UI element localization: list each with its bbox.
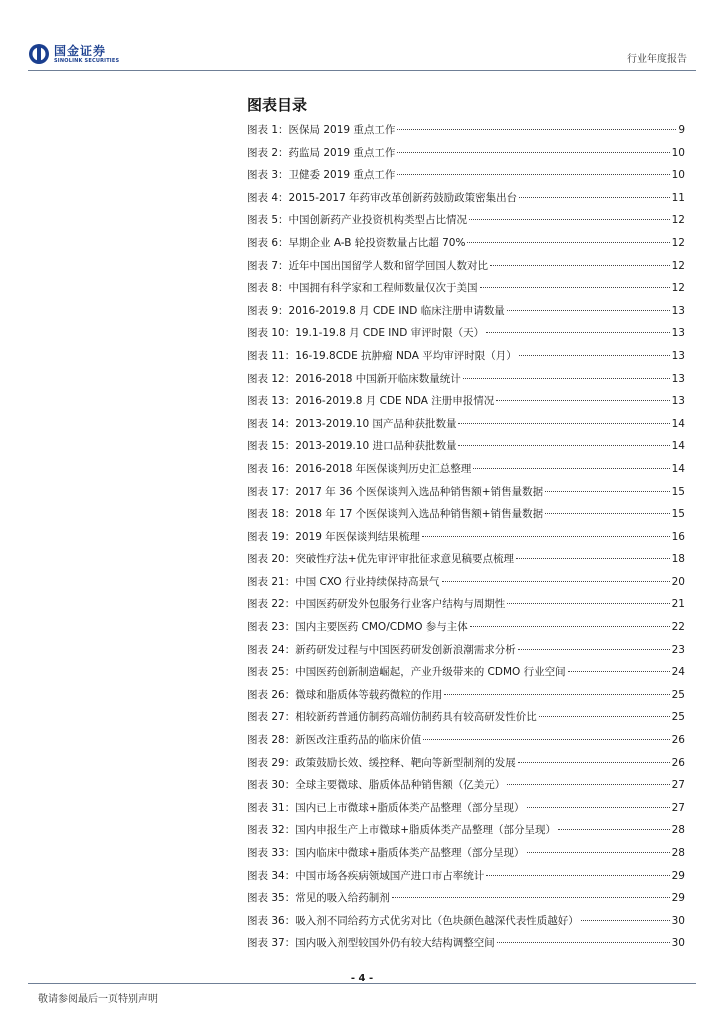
toc-entry[interactable] bbox=[247, 529, 685, 552]
toc-entry-page: 22 bbox=[671, 621, 685, 634]
toc-entry-label: 图表 27：相较新药普通仿制药高端仿制药具有较高研发性价比 bbox=[247, 711, 537, 724]
company-name-en: SINOLINK SECURITIES bbox=[54, 57, 120, 64]
toc-leader-dots bbox=[467, 242, 669, 243]
footer-divider bbox=[28, 983, 696, 984]
toc-entry-label: 图表 26：微球和脂质体等载药微粒的作用 bbox=[247, 688, 443, 701]
company-name-cn: 国金证券 bbox=[54, 43, 107, 58]
header-divider bbox=[28, 70, 696, 71]
toc-entry-page: 23 bbox=[671, 643, 685, 656]
toc-leader-dots bbox=[397, 174, 669, 175]
toc-entry-page: 18 bbox=[671, 553, 685, 566]
toc-entry[interactable] bbox=[247, 642, 685, 665]
toc-entry-label: 图表 25：中国医药创新制造崛起，产业升级带来的 CDMO 行业空间 bbox=[247, 666, 566, 679]
toc-entry-page: 9 bbox=[678, 124, 685, 136]
toc-entry-label: 图表 14：2013-2019.10 国产品种获批数量 bbox=[247, 417, 457, 430]
toc-leader-dots bbox=[469, 219, 670, 220]
toc-entry-label: 图表 33：国内临床中微球+脂质体类产品整理（部分呈现） bbox=[247, 847, 525, 859]
toc-entry-page: 24 bbox=[671, 666, 685, 679]
toc-entry[interactable] bbox=[247, 664, 685, 687]
toc-title: 图表目录 bbox=[247, 96, 308, 114]
toc-entry-page: 27 bbox=[671, 801, 685, 814]
toc-entry-label: 图表 32：国内申报生产上市微球+脂质体类产品整理（部分呈现） bbox=[247, 824, 556, 837]
toc-entry[interactable] bbox=[247, 845, 685, 868]
toc-entry[interactable] bbox=[247, 913, 685, 936]
toc-leader-dots bbox=[568, 671, 670, 672]
toc-entry-page: 20 bbox=[671, 575, 685, 588]
toc-entry-page: 14 bbox=[671, 462, 685, 475]
toc-entry-page: 29 bbox=[671, 869, 685, 882]
page-number: - 4 - bbox=[350, 973, 374, 984]
toc-entry-page: 14 bbox=[671, 417, 685, 430]
toc-leader-dots bbox=[473, 468, 669, 469]
toc-entry-page: 15 bbox=[671, 485, 685, 498]
toc-entry-label: 图表 22：中国医药研发外包服务行业客户结构与周期性 bbox=[247, 598, 506, 611]
toc-entry-label: 图表 20：突破性疗法+优先审评审批征求意见稿要点梳理 bbox=[247, 553, 514, 566]
toc-leader-dots bbox=[518, 649, 670, 650]
toc-entry-label: 图表 36：吸入剂不同给药方式优劣对比（色块颜色越深代表性质越好） bbox=[247, 914, 579, 927]
footer-disclaimer: 敬请参阅最后一页特别声明 bbox=[38, 994, 158, 1005]
toc-entry[interactable] bbox=[247, 506, 685, 529]
toc-entry-page: 13 bbox=[671, 349, 685, 362]
toc-entry[interactable] bbox=[247, 122, 685, 145]
toc-leader-dots bbox=[527, 852, 670, 853]
toc-entry[interactable] bbox=[247, 212, 685, 235]
toc-leader-dots bbox=[458, 423, 669, 424]
toc-leader-dots bbox=[545, 513, 670, 514]
toc-leader-dots bbox=[496, 400, 669, 401]
toc-leader-dots bbox=[519, 197, 670, 198]
toc-entry[interactable] bbox=[247, 371, 685, 394]
toc-entry-label: 图表 1：医保局 2019 重点工作 bbox=[247, 124, 396, 136]
toc-entry[interactable] bbox=[247, 235, 685, 258]
toc-leader-dots bbox=[507, 603, 669, 604]
toc-entry-label: 图表 28：新医改注重药品的临床价值 bbox=[247, 734, 422, 747]
toc-entry-label: 图表 37：国内吸入剂型较国外仍有较大结构调整空间 bbox=[247, 937, 495, 950]
toc-entry[interactable] bbox=[247, 484, 685, 507]
toc-entry-page: 30 bbox=[671, 914, 685, 927]
toc-entry[interactable] bbox=[247, 709, 685, 732]
toc-entry-page: 14 bbox=[671, 440, 685, 453]
page-header bbox=[0, 0, 724, 80]
toc-entry[interactable] bbox=[247, 868, 685, 891]
toc-entry-page: 13 bbox=[671, 327, 685, 340]
toc-entry[interactable] bbox=[247, 438, 685, 461]
toc-entry-label: 图表 8：中国拥有科学家和工程师数量仅次于美国 bbox=[247, 282, 478, 295]
toc-entry-label: 图表 31：国内已上市微球+脂质体类产品整理（部分呈现） bbox=[247, 801, 525, 814]
toc-entry[interactable] bbox=[247, 574, 685, 597]
toc-entry-page: 30 bbox=[671, 937, 685, 950]
toc-entry[interactable] bbox=[247, 687, 685, 710]
toc-leader-dots bbox=[581, 920, 670, 921]
toc-entry-page: 28 bbox=[671, 847, 685, 859]
toc-entry[interactable] bbox=[247, 416, 685, 439]
toc-entry-page: 21 bbox=[671, 598, 685, 611]
toc-leader-dots bbox=[397, 129, 676, 130]
toc-entry-page: 13 bbox=[671, 372, 685, 385]
toc-entry[interactable] bbox=[247, 822, 685, 845]
toc-entry[interactable] bbox=[247, 280, 685, 303]
toc-entry-label: 图表 9：2016-2019.8 月 CDE IND 临床注册申请数量 bbox=[247, 304, 505, 317]
toc-entry-label: 图表 21：中国 CXO 行业持续保持高景气 bbox=[247, 575, 440, 588]
toc-entry[interactable] bbox=[247, 190, 685, 213]
toc-entry-label: 图表 19：2019 年医保谈判结果梳理 bbox=[247, 530, 420, 543]
toc-entry[interactable] bbox=[247, 619, 685, 642]
toc-entry[interactable] bbox=[247, 325, 685, 348]
toc-entry-label: 图表 17：2017 年 36 个医保谈判入选品种销售额+销售量数据 bbox=[247, 485, 544, 498]
toc-leader-dots bbox=[518, 762, 670, 763]
toc-entry[interactable] bbox=[247, 551, 685, 574]
toc-leader-dots bbox=[539, 716, 670, 717]
toc-entry-page: 12 bbox=[671, 282, 685, 295]
toc-entry-page: 26 bbox=[671, 734, 685, 747]
toc-entry[interactable] bbox=[247, 596, 685, 619]
company-logo bbox=[28, 42, 119, 66]
toc-entry-page: 11 bbox=[671, 191, 685, 204]
toc-entry-label: 图表 16：2016-2018 年医保谈判历史汇总整理 bbox=[247, 462, 472, 475]
toc-leader-dots bbox=[497, 942, 670, 943]
toc-entry-label: 图表 3：卫健委 2019 重点工作 bbox=[247, 169, 396, 182]
toc-leader-dots bbox=[516, 558, 670, 559]
toc-entry-page: 27 bbox=[671, 779, 685, 792]
toc-entry[interactable] bbox=[247, 890, 685, 913]
toc-leader-dots bbox=[486, 332, 669, 333]
toc-entry[interactable] bbox=[247, 303, 685, 326]
toc-leader-dots bbox=[463, 378, 670, 379]
toc-entry-page: 10 bbox=[671, 169, 685, 182]
toc-entry[interactable] bbox=[247, 348, 685, 371]
toc-leader-dots bbox=[470, 626, 670, 627]
toc-leader-dots bbox=[423, 739, 669, 740]
toc-entry-label: 图表 13：2016-2019.8 月 CDE NDA 注册申报情况 bbox=[247, 395, 495, 408]
sinolink-logo-icon bbox=[28, 43, 50, 65]
toc-entry-page: 29 bbox=[671, 892, 685, 905]
toc-entry[interactable] bbox=[247, 393, 685, 416]
toc-leader-dots bbox=[519, 355, 670, 356]
toc-list bbox=[247, 122, 685, 958]
toc-entry-label: 图表 7：近年中国出国留学人数和留学回国人数对比 bbox=[247, 259, 489, 272]
toc-entry-label: 图表 6：早期企业 A-B 轮投资数量占比超 70% bbox=[247, 236, 466, 249]
toc-leader-dots bbox=[486, 875, 669, 876]
toc-leader-dots bbox=[507, 784, 669, 785]
toc-entry[interactable] bbox=[247, 777, 685, 800]
toc-leader-dots bbox=[397, 152, 669, 153]
toc-leader-dots bbox=[490, 265, 670, 266]
toc-leader-dots bbox=[545, 491, 670, 492]
toc-entry-label: 图表 10：19.1-19.8 月 CDE IND 审评时限（天） bbox=[247, 327, 485, 340]
toc-entry-label: 图表 12：2016-2018 中国新开临床数量统计 bbox=[247, 372, 461, 385]
toc-leader-dots bbox=[442, 581, 670, 582]
toc-entry-label: 图表 18：2018 年 17 个医保谈判入选品种销售额+销售量数据 bbox=[247, 508, 544, 521]
toc-entry[interactable] bbox=[247, 461, 685, 484]
toc-leader-dots bbox=[558, 829, 670, 830]
toc-entry-label: 图表 2：药监局 2019 重点工作 bbox=[247, 146, 396, 159]
toc-entry-label: 图表 23：国内主要医药 CMO/CDMO 参与主体 bbox=[247, 621, 468, 634]
toc-entry-page: 25 bbox=[671, 711, 685, 724]
toc-entry-page: 10 bbox=[671, 146, 685, 159]
toc-entry-label: 图表 4：2015-2017 年药审改革创新药鼓励政策密集出台 bbox=[247, 191, 518, 204]
toc-entry-label: 图表 15：2013-2019.10 进口品种获批数量 bbox=[247, 440, 457, 453]
toc-entry-page: 28 bbox=[671, 824, 685, 837]
toc-entry-page: 16 bbox=[671, 530, 685, 543]
toc-entry[interactable] bbox=[247, 755, 685, 778]
toc-leader-dots bbox=[422, 536, 670, 537]
toc-entry-page: 13 bbox=[671, 395, 685, 408]
toc-entry-page: 26 bbox=[671, 756, 685, 769]
toc-entry[interactable] bbox=[247, 167, 685, 190]
toc-entry[interactable] bbox=[247, 258, 685, 281]
toc-entry-label: 图表 24：新药研发过程与中国医药研发创新浪潮需求分析 bbox=[247, 643, 516, 656]
toc-leader-dots bbox=[458, 445, 669, 446]
toc-entry-label: 图表 35：常见的吸入给药制剂 bbox=[247, 892, 390, 905]
toc-leader-dots bbox=[392, 897, 670, 898]
toc-entry-page: 15 bbox=[671, 508, 685, 521]
toc-entry[interactable] bbox=[247, 145, 685, 168]
toc-leader-dots bbox=[480, 287, 670, 288]
toc-entry-page: 12 bbox=[671, 214, 685, 227]
toc-entry-page: 12 bbox=[671, 259, 685, 272]
toc-entry-label: 图表 30：全球主要微球、脂质体品种销售额（亿美元） bbox=[247, 779, 506, 792]
report-type: 行业年度报告 bbox=[627, 54, 687, 65]
toc-leader-dots bbox=[444, 694, 669, 695]
toc-leader-dots bbox=[527, 807, 670, 808]
toc-entry-label: 图表 11：16-19.8CDE 抗肿瘤 NDA 平均审评时限（月） bbox=[247, 349, 517, 362]
toc-entry-label: 图表 29：政策鼓励长效、缓控释、靶向等新型制剂的发展 bbox=[247, 756, 516, 769]
toc-entry-page: 25 bbox=[671, 688, 685, 701]
toc-entry[interactable] bbox=[247, 800, 685, 823]
toc-entry-label: 图表 34：中国市场各疾病领域国产进口市占率统计 bbox=[247, 869, 485, 882]
toc-entry-label: 图表 5：中国创新药产业投资机构类型占比情况 bbox=[247, 214, 468, 227]
toc-leader-dots bbox=[507, 310, 670, 311]
toc-entry[interactable] bbox=[247, 935, 685, 958]
toc-entry-page: 13 bbox=[671, 304, 685, 317]
toc-entry-page: 12 bbox=[671, 236, 685, 249]
toc-entry[interactable] bbox=[247, 732, 685, 755]
